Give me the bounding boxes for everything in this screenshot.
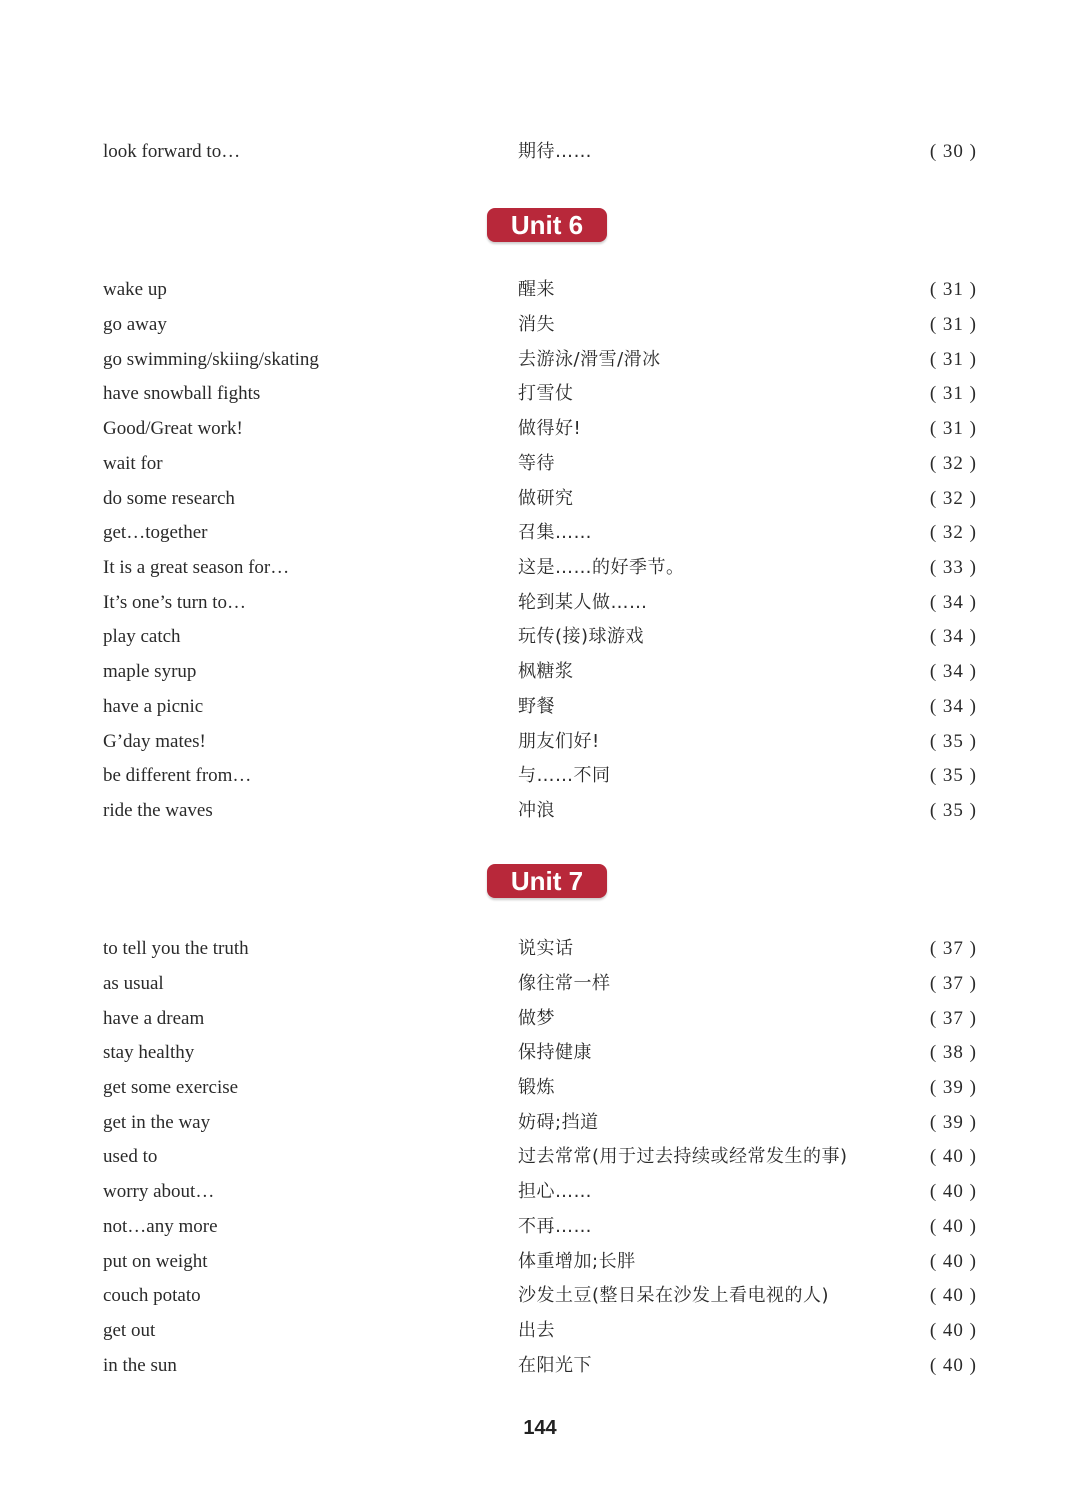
glossary-row — [0, 343, 1080, 377]
english-phrase: go away — [103, 314, 167, 335]
page-reference: ( 40 ) — [929, 1251, 977, 1272]
chinese-meaning: 轮到某人做…… — [518, 592, 648, 613]
english-phrase: play catch — [103, 626, 181, 647]
page-reference: ( 31 ) — [929, 279, 977, 300]
chinese-meaning: 做梦 — [518, 1008, 555, 1029]
glossary-row — [0, 690, 1080, 724]
page-reference: ( 30 ) — [929, 141, 977, 162]
glossary-row — [0, 1245, 1080, 1279]
page-reference: ( 37 ) — [929, 1008, 977, 1029]
chinese-meaning: 醒来 — [518, 279, 555, 300]
english-phrase: maple syrup — [103, 661, 197, 682]
english-phrase: have a dream — [103, 1008, 205, 1029]
page-reference: ( 32 ) — [929, 488, 977, 509]
page-reference: ( 37 ) — [929, 973, 977, 994]
glossary-row — [0, 794, 1080, 828]
english-phrase: It’s one’s turn to… — [103, 592, 247, 613]
chinese-meaning: 玩传(接)球游戏 — [518, 626, 645, 647]
glossary-row — [0, 1314, 1080, 1348]
unit-heading: Unit 6 — [487, 208, 607, 242]
chinese-meaning: 期待…… — [518, 141, 592, 162]
english-phrase: wait for — [103, 453, 163, 474]
page-reference: ( 35 ) — [929, 731, 977, 752]
chinese-meaning: 像往常一样 — [518, 973, 611, 994]
chinese-meaning: 在阳光下 — [518, 1355, 592, 1376]
page-reference: ( 32 ) — [929, 453, 977, 474]
page-reference: ( 34 ) — [929, 696, 977, 717]
english-phrase: put on weight — [103, 1251, 208, 1272]
glossary-row — [0, 620, 1080, 654]
english-phrase: ride the waves — [103, 800, 213, 821]
page-reference: ( 40 ) — [929, 1181, 977, 1202]
glossary-row — [0, 308, 1080, 342]
chinese-meaning: 朋友们好! — [518, 731, 600, 752]
page-reference: ( 34 ) — [929, 661, 977, 682]
glossary-row — [0, 1140, 1080, 1174]
page-reference: ( 35 ) — [929, 800, 977, 821]
chinese-meaning: 枫糖浆 — [518, 661, 574, 682]
english-phrase: stay healthy — [103, 1042, 195, 1063]
page-reference: ( 39 ) — [929, 1077, 977, 1098]
english-phrase: get…together — [103, 522, 208, 543]
english-phrase: worry about… — [103, 1181, 215, 1202]
english-phrase: get out — [103, 1320, 156, 1341]
page-reference: ( 40 ) — [929, 1146, 977, 1167]
chinese-meaning: 做得好! — [518, 418, 582, 439]
chinese-meaning: 消失 — [518, 314, 555, 335]
chinese-meaning: 保持健康 — [518, 1042, 592, 1063]
chinese-meaning: 与……不同 — [518, 765, 611, 786]
english-phrase: go swimming/skiing/skating — [103, 349, 319, 370]
page-reference: ( 32 ) — [929, 522, 977, 543]
glossary-row — [0, 1175, 1080, 1209]
chinese-meaning: 等待 — [518, 453, 555, 474]
page-reference: ( 37 ) — [929, 938, 977, 959]
chinese-meaning: 妨碍;挡道 — [518, 1112, 599, 1133]
chinese-meaning: 去游泳/滑雪/滑冰 — [518, 349, 661, 370]
english-phrase: couch potato — [103, 1285, 201, 1306]
page-reference: ( 31 ) — [929, 418, 977, 439]
page-reference: ( 34 ) — [929, 592, 977, 613]
page-reference: ( 31 ) — [929, 383, 977, 404]
english-phrase: G’day mates! — [103, 731, 206, 752]
glossary-row — [0, 1036, 1080, 1070]
chinese-meaning: 沙发土豆(整日呆在沙发上看电视的人) — [518, 1285, 830, 1306]
page-reference: ( 40 ) — [929, 1216, 977, 1237]
english-phrase: It is a great season for… — [103, 557, 290, 578]
glossary-row — [0, 1002, 1080, 1036]
english-phrase: to tell you the truth — [103, 938, 249, 959]
chinese-meaning: 做研究 — [518, 488, 574, 509]
page-reference: ( 38 ) — [929, 1042, 977, 1063]
page-reference: ( 39 ) — [929, 1112, 977, 1133]
english-phrase: used to — [103, 1146, 158, 1167]
chinese-meaning: 过去常常(用于过去持续或经常发生的事) — [518, 1146, 848, 1167]
glossary-row — [0, 412, 1080, 446]
glossary-row — [0, 586, 1080, 620]
glossary-row — [0, 551, 1080, 585]
chinese-meaning: 担心…… — [518, 1181, 592, 1202]
unit-heading: Unit 7 — [487, 864, 607, 898]
english-phrase: in the sun — [103, 1355, 177, 1376]
glossary-row — [0, 377, 1080, 411]
chinese-meaning: 召集…… — [518, 522, 592, 543]
page-number: 144 — [523, 1417, 557, 1439]
page-reference: ( 31 ) — [929, 314, 977, 335]
chinese-meaning: 打雪仗 — [518, 383, 574, 404]
glossary-row — [0, 482, 1080, 516]
english-phrase: get in the way — [103, 1112, 211, 1133]
chinese-meaning: 冲浪 — [518, 800, 555, 821]
page-reference: ( 40 ) — [929, 1320, 977, 1341]
glossary-row — [0, 1279, 1080, 1313]
english-phrase: do some research — [103, 488, 235, 509]
glossary-row — [0, 725, 1080, 759]
chinese-meaning: 野餐 — [518, 696, 555, 717]
glossary-row — [0, 967, 1080, 1001]
glossary-row — [0, 516, 1080, 550]
glossary-row — [0, 1106, 1080, 1140]
glossary-row — [0, 1071, 1080, 1105]
chinese-meaning: 锻炼 — [518, 1077, 555, 1098]
page-reference: ( 34 ) — [929, 626, 977, 647]
chinese-meaning: 体重增加;长胖 — [518, 1251, 636, 1272]
glossary-row — [0, 1349, 1080, 1383]
glossary-row — [0, 135, 1080, 169]
english-phrase: wake up — [103, 279, 167, 300]
english-phrase: have snowball fights — [103, 383, 261, 404]
page-reference: ( 31 ) — [929, 349, 977, 370]
english-phrase: get some exercise — [103, 1077, 239, 1098]
glossary-row — [0, 655, 1080, 689]
english-phrase: not…any more — [103, 1216, 218, 1237]
chinese-meaning: 出去 — [518, 1320, 555, 1341]
english-phrase: be different from… — [103, 765, 252, 786]
chinese-meaning: 说实话 — [518, 938, 574, 959]
glossary-row — [0, 932, 1080, 966]
page-reference: ( 40 ) — [929, 1285, 977, 1306]
glossary-row — [0, 273, 1080, 307]
page-reference: ( 33 ) — [929, 557, 977, 578]
page-reference: ( 40 ) — [929, 1355, 977, 1376]
english-phrase: as usual — [103, 973, 164, 994]
page-reference: ( 35 ) — [929, 765, 977, 786]
chinese-meaning: 这是……的好季节。 — [518, 557, 685, 578]
glossary-row — [0, 447, 1080, 481]
english-phrase: Good/Great work! — [103, 418, 243, 439]
english-phrase: look forward to… — [103, 141, 241, 162]
glossary-row — [0, 1210, 1080, 1244]
english-phrase: have a picnic — [103, 696, 204, 717]
chinese-meaning: 不再…… — [518, 1216, 592, 1237]
glossary-row — [0, 759, 1080, 793]
